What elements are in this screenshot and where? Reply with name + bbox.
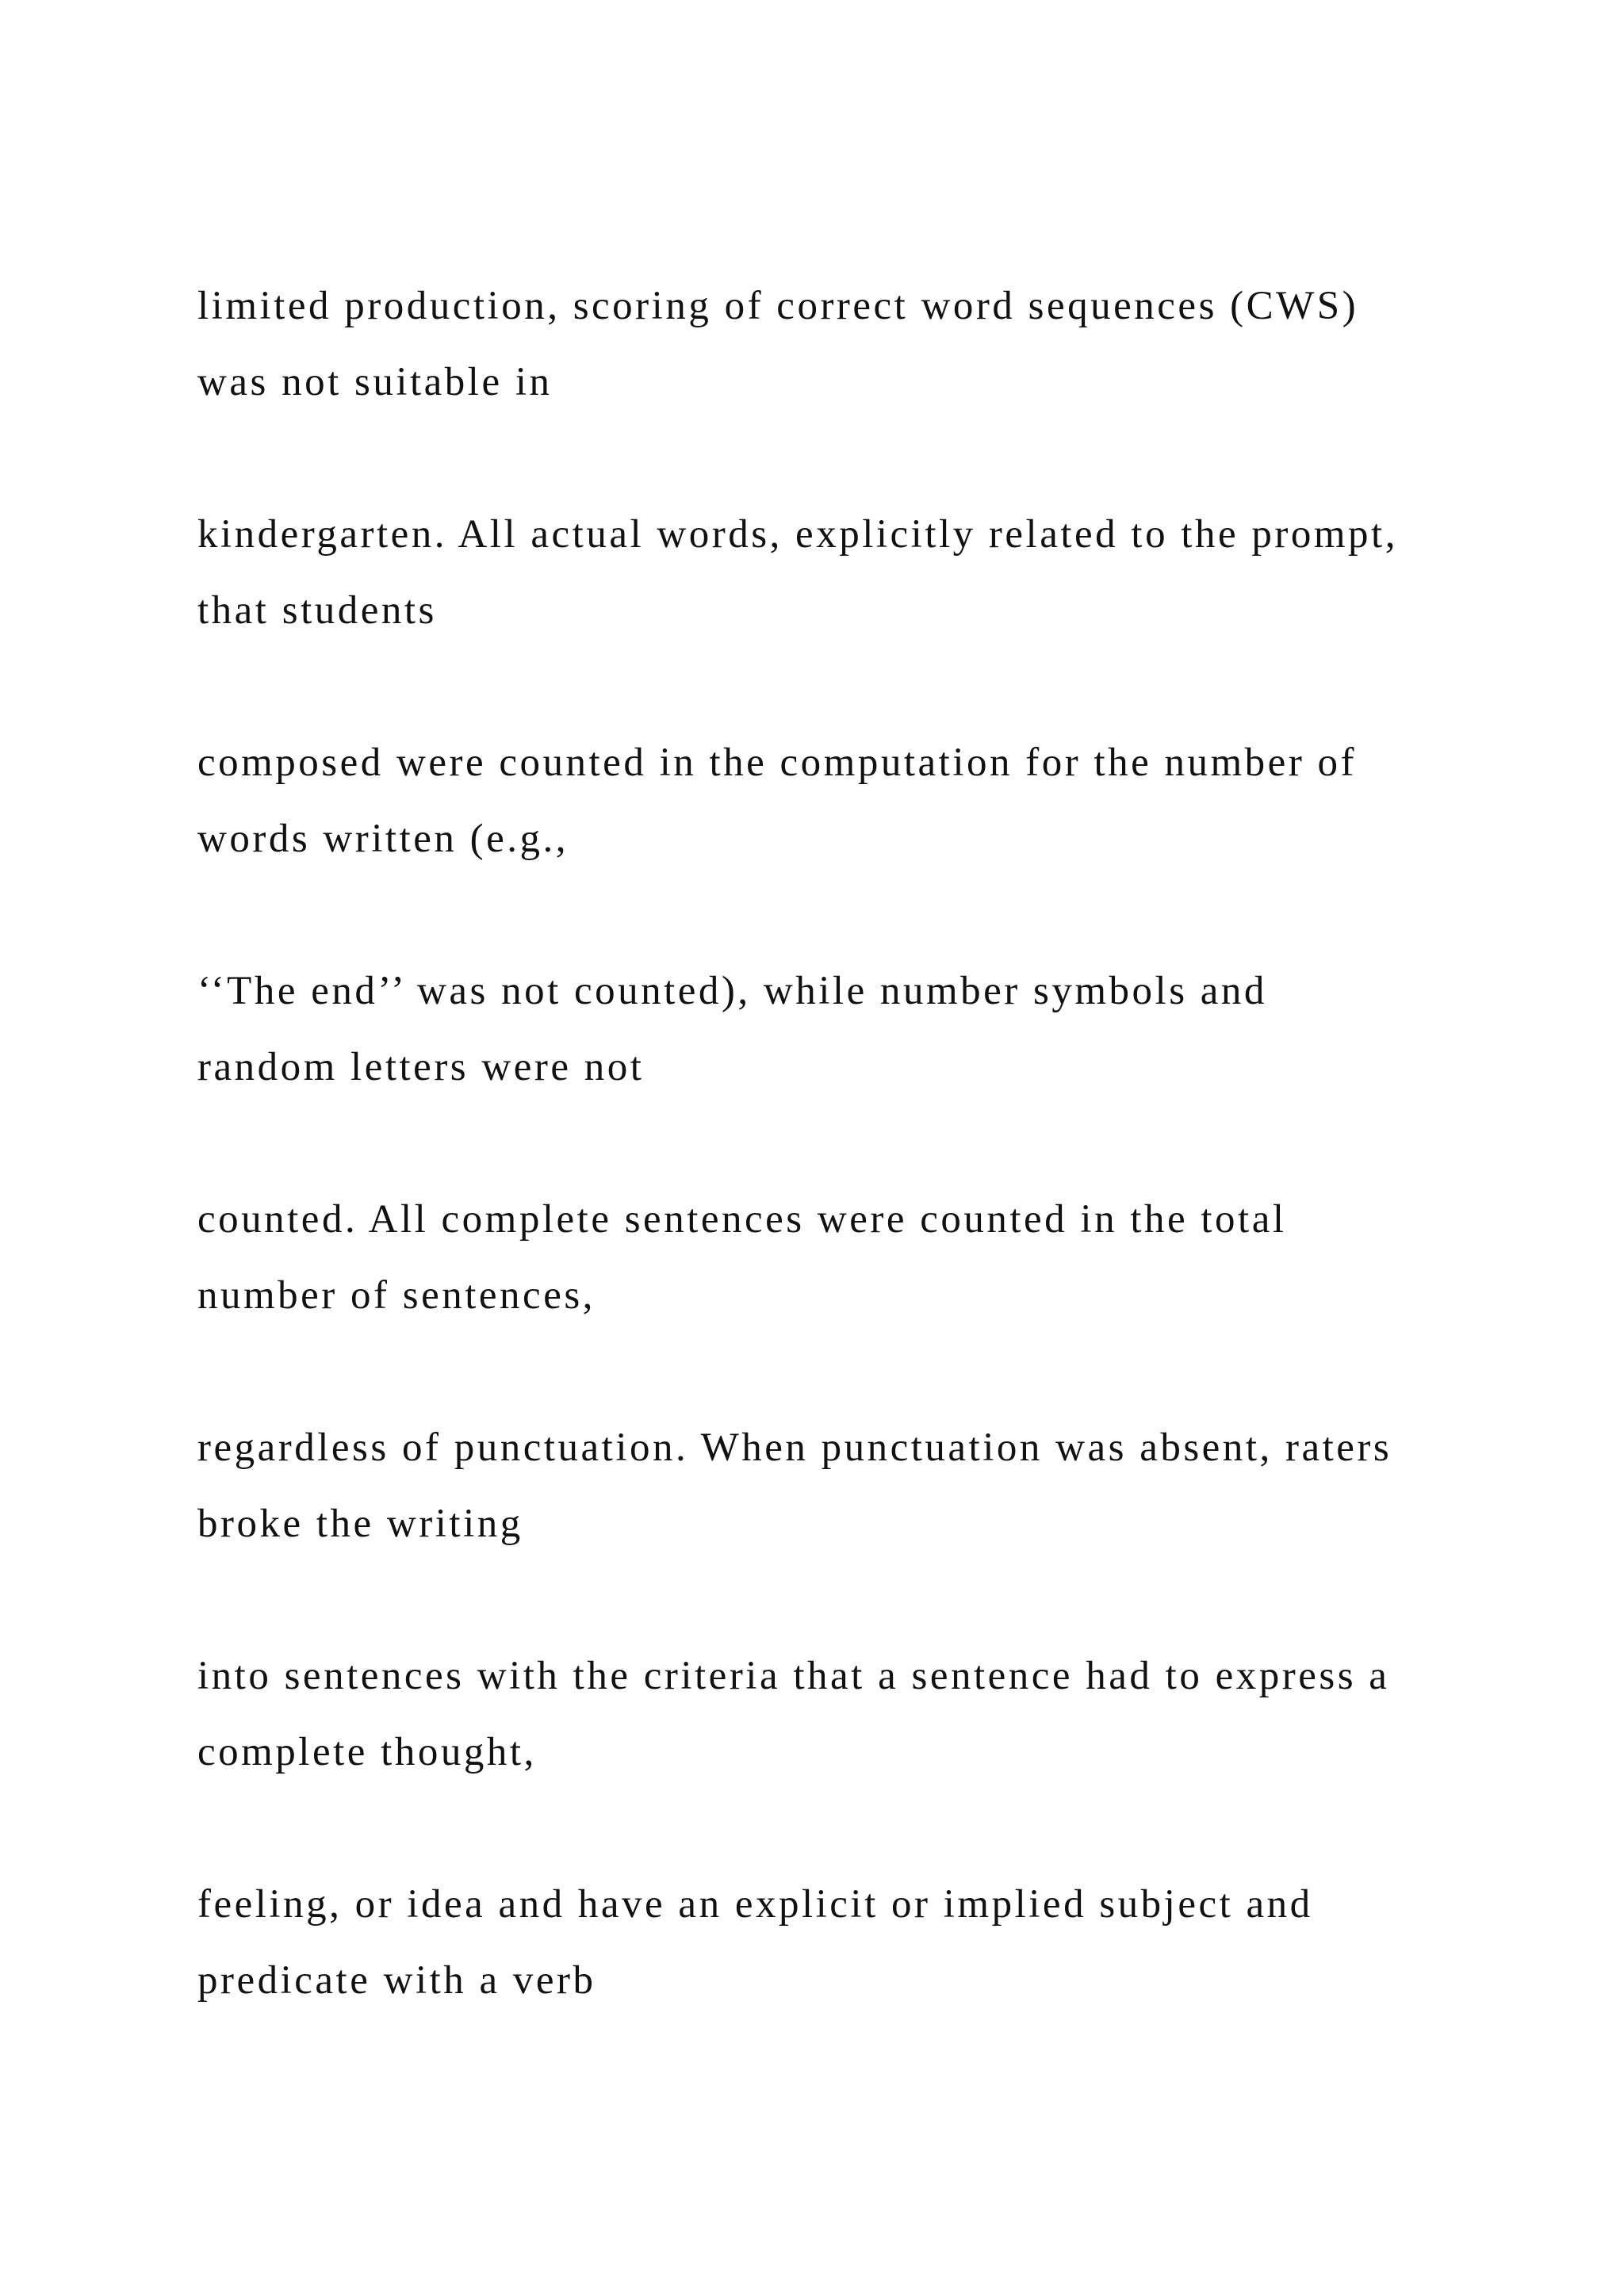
paragraph [197, 496, 1498, 649]
text-line: broke the writing [197, 1502, 523, 1546]
text-line: that students [197, 588, 437, 633]
text-line: words written (e.g., [197, 817, 569, 861]
text-line: complete thought, [197, 1730, 537, 1774]
paragraph [197, 725, 1498, 877]
text-line: counted. All complete sentences were counted in the total [197, 1197, 1287, 1242]
document-body [197, 268, 1498, 2095]
text-line: into sentences with the criteria that a sentence had to express a [197, 1654, 1390, 1698]
text-line: random letters were not [197, 1045, 645, 1089]
paragraph [197, 1410, 1498, 1562]
text-line: number of sentences, [197, 1273, 596, 1318]
paragraph [197, 1638, 1498, 1790]
text-line: was not suitable in [197, 360, 553, 404]
paragraph [197, 1181, 1498, 1334]
text-line: regardless of punctuation. When punctuation was absent, raters [197, 1425, 1392, 1470]
text-line: kindergarten. All actual words, explicitly related to the prompt, [197, 512, 1398, 557]
text-line: ‘‘The end’’ was not counted), while number symbols and [197, 969, 1267, 1013]
paragraph [197, 268, 1498, 420]
text-line: composed were counted in the computation for the number of [197, 740, 1358, 785]
paragraph [197, 953, 1498, 1105]
text-line: feeling, or idea and have an explicit or implied subject and [197, 1882, 1313, 1927]
text-line: predicate with a verb [197, 1958, 596, 2003]
text-line: limited production, scoring of correct word sequences (CWS) [197, 284, 1359, 328]
paragraph [197, 1866, 1498, 2019]
